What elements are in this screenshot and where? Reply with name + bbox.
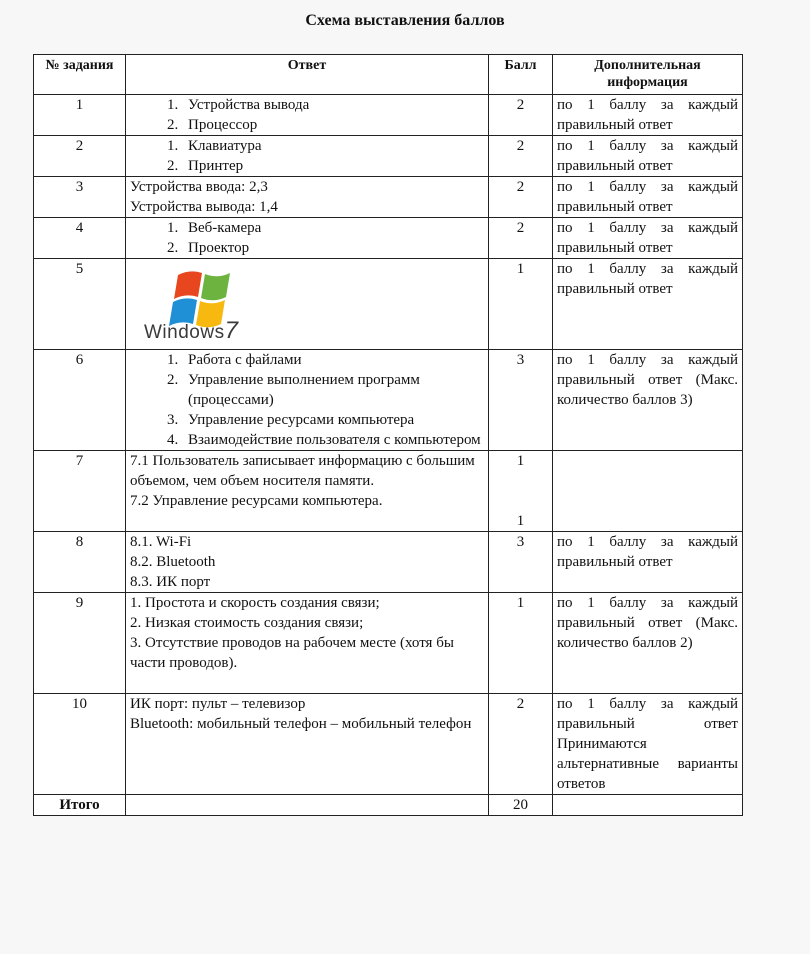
score-cell	[489, 451, 553, 532]
info-cell: по 1 баллу за каждый правильный ответ (Макс. количество баллов 2)	[553, 593, 743, 694]
answer-cell	[126, 694, 489, 795]
answer-item: 2. Процессор	[182, 115, 484, 135]
answer-line: 8.1. Wi-Fi	[130, 534, 192, 550]
score-a: 1	[516, 453, 525, 469]
info-cell: по 1 баллу за каждый правильный ответ Принимаются альтернативные варианты ответов	[553, 694, 743, 795]
header-num: № задания	[34, 55, 126, 95]
info-cell: по 1 баллу за каждый правильный ответ	[553, 218, 743, 259]
table-row	[34, 177, 743, 218]
answer-line: 8.3. ИК порт	[130, 574, 211, 590]
info-cell: по 1 баллу за каждый правильный ответ	[553, 136, 743, 177]
total-empty	[126, 795, 489, 816]
answer-cell	[126, 259, 489, 350]
answer-line: 3. Отсутствие проводов на рабочем месте (хотя бы части проводов).	[130, 635, 454, 671]
info-cell	[553, 451, 743, 532]
header-answer: Ответ	[126, 55, 489, 95]
score-b: 1	[516, 513, 525, 529]
answer-line: Устройства ввода: 2,3	[130, 179, 268, 195]
task-number: 2	[34, 136, 126, 177]
answer-cell	[126, 593, 489, 694]
score-cell: 3	[489, 532, 553, 593]
answer-cell	[126, 350, 489, 451]
answer-line: 2. Низкая стоимость создания связи;	[130, 615, 364, 631]
answer-line: Bluetooth: мобильный телефон – мобильный телефон	[130, 716, 472, 732]
table-row	[34, 451, 743, 532]
info-cell: по 1 баллу за каждый правильный ответ	[553, 259, 743, 350]
task-number: 1	[34, 95, 126, 136]
score-cell: 2	[489, 694, 553, 795]
header-score: Балл	[489, 55, 553, 95]
answer-line: 8.2. Bluetooth	[130, 554, 216, 570]
answer-line: 1. Простота и скорость создания связи;	[130, 595, 380, 611]
grading-table	[33, 54, 743, 816]
task-number: 8	[34, 532, 126, 593]
score-cell: 1	[489, 259, 553, 350]
table-row	[34, 259, 743, 350]
answer-item: 1. Работа с файлами	[182, 350, 484, 370]
answer-cell	[126, 136, 489, 177]
task-number: 5	[34, 259, 126, 350]
info-cell: по 1 баллу за каждый правильный ответ	[553, 95, 743, 136]
total-row	[34, 795, 743, 816]
answer-item: 2. Управление выполнением программ (процессами)	[182, 370, 484, 410]
answer-item: 2. Проектор	[182, 238, 484, 258]
answer-item: 1. Устройства вывода	[182, 95, 484, 115]
answer-cell	[126, 177, 489, 218]
table-row	[34, 136, 743, 177]
answer-line: 7.2 Управление ресурсами компьютера.	[130, 493, 383, 509]
score-cell: 2	[489, 218, 553, 259]
info-cell: по 1 баллу за каждый правильный ответ (Макс. количество баллов 3)	[553, 350, 743, 451]
score-cell: 2	[489, 95, 553, 136]
info-cell: по 1 баллу за каждый правильный ответ	[553, 177, 743, 218]
header-row	[34, 55, 743, 95]
answer-cell	[126, 95, 489, 136]
answer-cell	[126, 532, 489, 593]
table-row	[34, 532, 743, 593]
answer-item: 1. Клавиатура	[182, 136, 484, 156]
answer-item: 2. Принтер	[182, 156, 484, 176]
task-number: 9	[34, 593, 126, 694]
score-cell: 1	[489, 593, 553, 694]
score-cell: 2	[489, 136, 553, 177]
answer-line: Устройства вывода: 1,4	[130, 199, 278, 215]
page-title: Схема выставления баллов	[305, 12, 505, 29]
windows-logo-text: Windows7	[144, 317, 239, 344]
score-cell: 2	[489, 177, 553, 218]
task-number: 4	[34, 218, 126, 259]
answer-line: ИК порт: пульт – телевизор	[130, 696, 306, 712]
total-label: Итого	[34, 795, 126, 816]
table-row	[34, 593, 743, 694]
table-row	[34, 95, 743, 136]
table-row	[34, 350, 743, 451]
answer-line: 7.1 Пользователь записывает информацию с большим объемом, чем объем носителя памяти.	[130, 453, 475, 489]
windows-logo	[130, 259, 484, 349]
score-cell: 3	[489, 350, 553, 451]
table-row	[34, 694, 743, 795]
info-cell: по 1 баллу за каждый правильный ответ	[553, 532, 743, 593]
answer-item: 1. Веб-камера	[182, 218, 484, 238]
task-number: 3	[34, 177, 126, 218]
header-info: Дополнительная информация	[553, 55, 743, 95]
answer-cell	[126, 218, 489, 259]
task-number: 6	[34, 350, 126, 451]
answer-cell	[126, 451, 489, 532]
task-number: 7	[34, 451, 126, 532]
table-row	[34, 218, 743, 259]
total-info-empty	[553, 795, 743, 816]
answer-item: 3. Управление ресурсами компьютера	[182, 410, 484, 430]
total-score: 20	[489, 795, 553, 816]
task-number: 10	[34, 694, 126, 795]
answer-item: 4. Взаимодействие пользователя с компьютером	[182, 430, 484, 450]
